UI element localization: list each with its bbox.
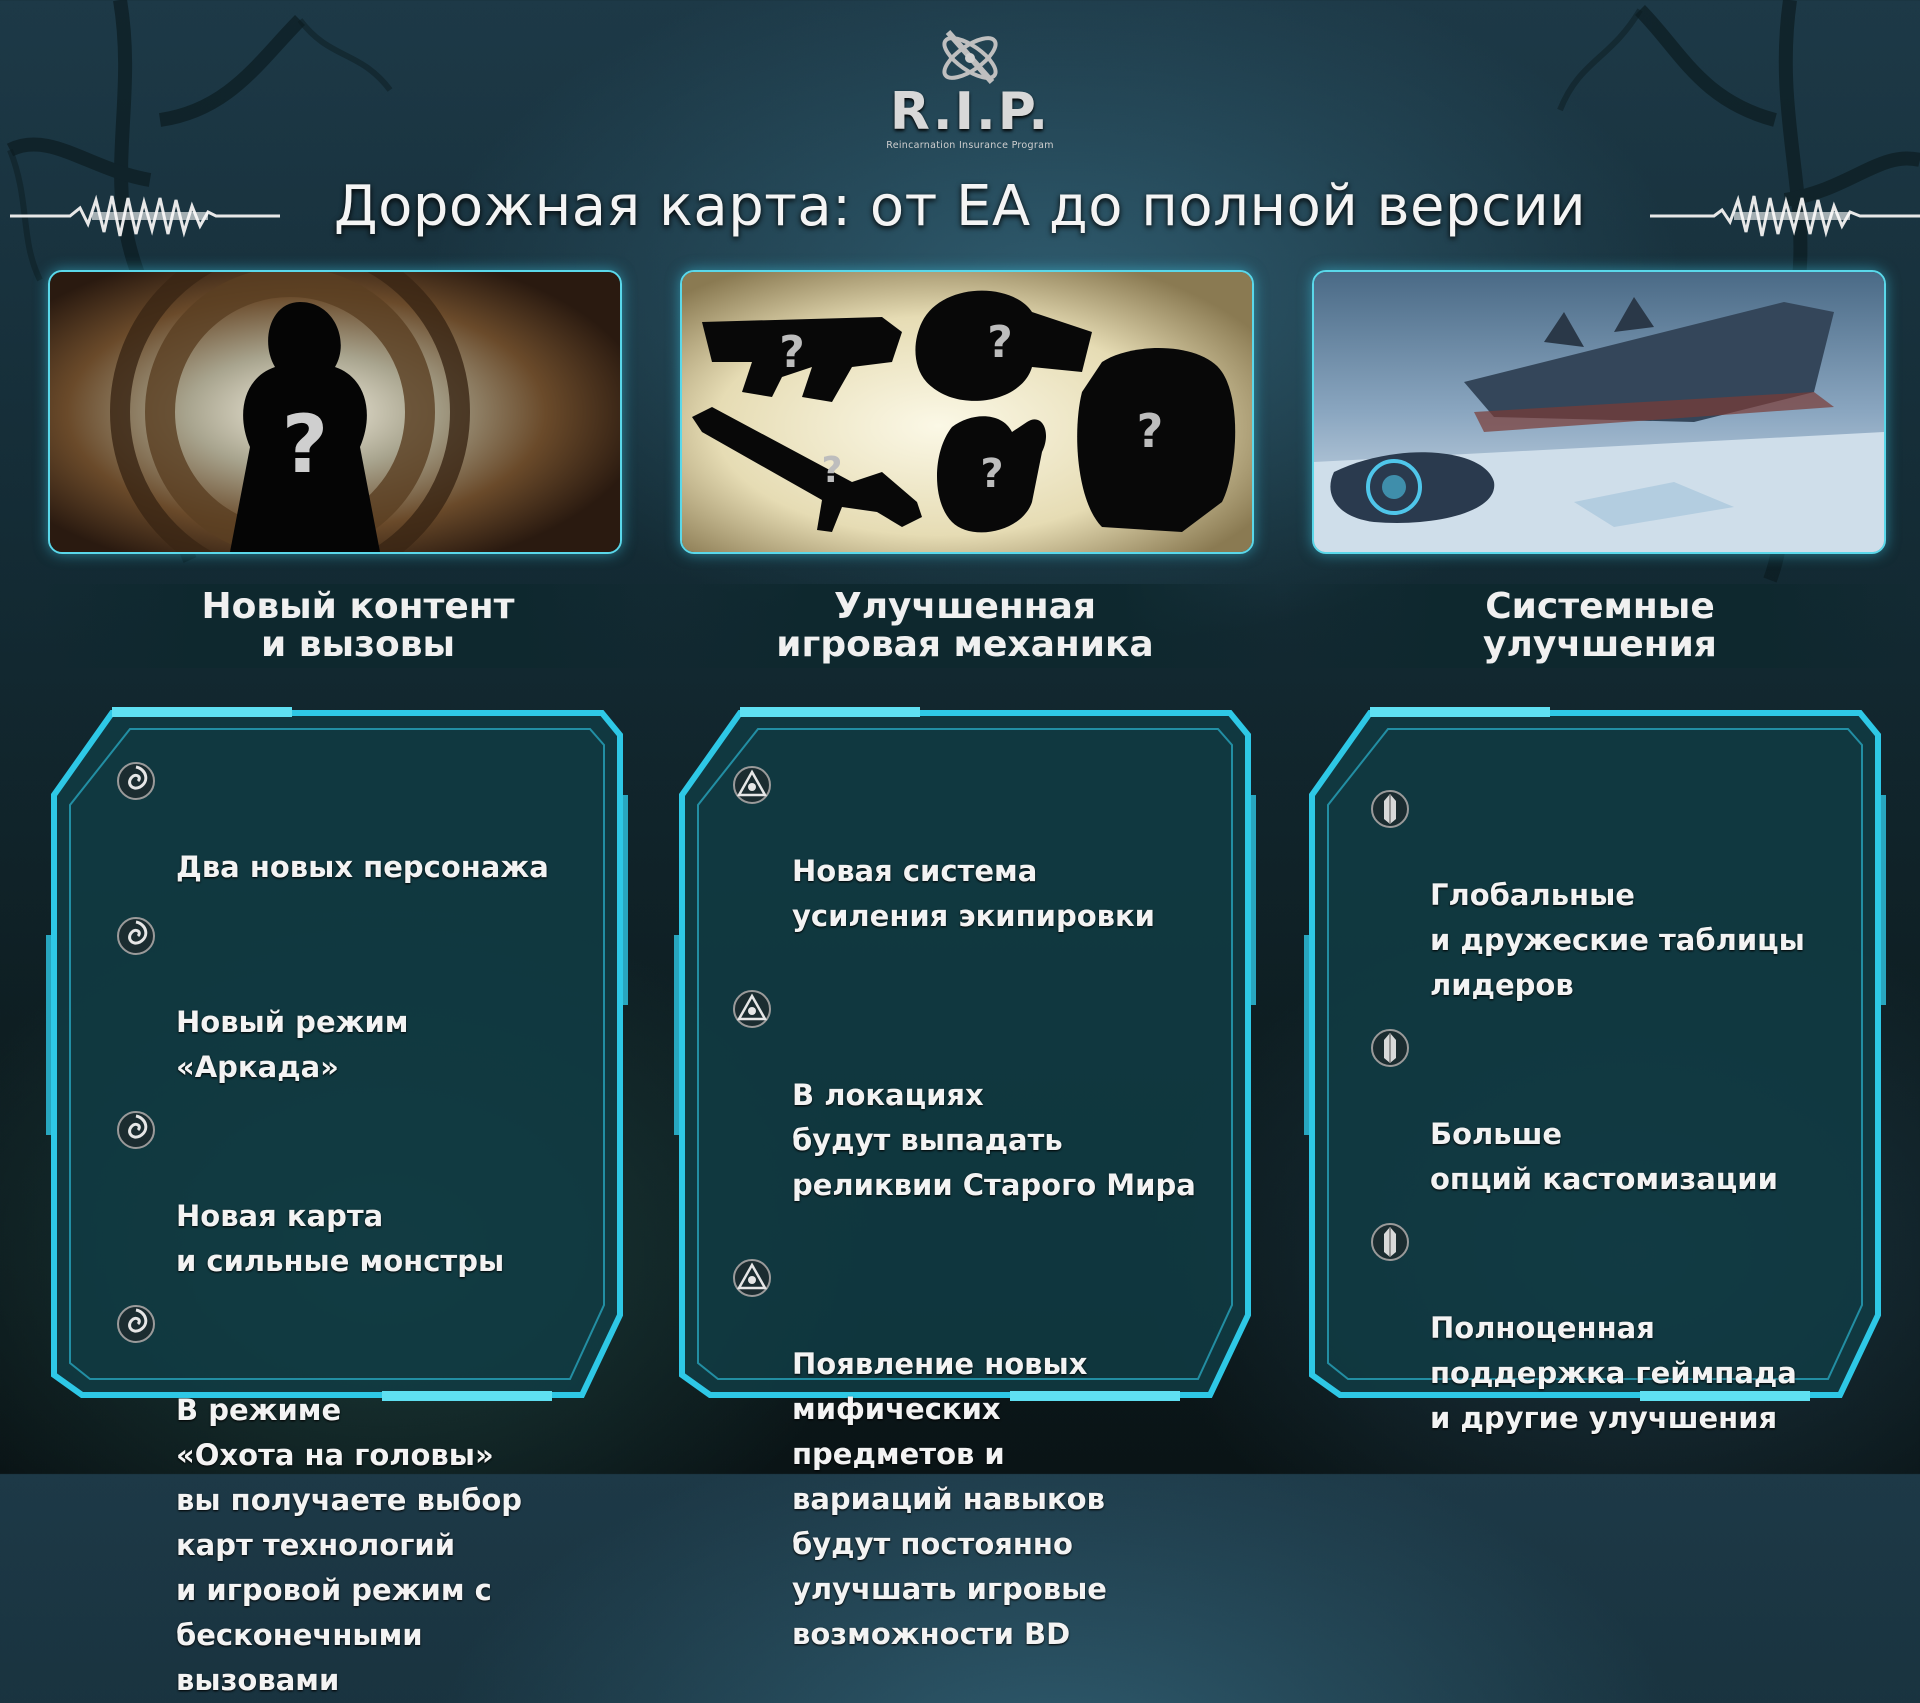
list-item xyxy=(1366,783,1881,1008)
section-title-line1: Улучшенная xyxy=(833,586,1097,627)
triangle-rune-icon xyxy=(732,989,772,1029)
list-item xyxy=(728,1252,1253,1657)
svg-text:?: ? xyxy=(980,451,1004,497)
crystal-icon xyxy=(1370,1222,1410,1262)
feature-list xyxy=(1366,783,1881,1441)
svg-text:?: ? xyxy=(281,398,329,491)
section-title-line1: Системные xyxy=(1485,586,1715,627)
page-heading xyxy=(0,172,1920,252)
list-item xyxy=(112,910,622,1090)
section-title-new-content xyxy=(38,584,678,668)
panel-mechanics xyxy=(670,695,1260,1651)
logo-title: R.I.P. xyxy=(889,82,1051,142)
silhouette-character-portal-image xyxy=(48,270,622,554)
list-item xyxy=(112,1104,622,1284)
list-item-text: Новая система усиления экипировки xyxy=(792,854,1155,933)
spiral-rune-icon xyxy=(116,1110,156,1150)
list-item-text: В режиме «Охота на головы» вы получаете выбор карт технологий и игровой режим с бесконечными вызовами xyxy=(176,1393,523,1697)
list-item xyxy=(1366,1216,1881,1441)
list-item-text: Глобальные и дружеские таблицы лидеров xyxy=(1430,878,1805,1002)
triangle-rune-icon xyxy=(732,765,772,805)
svg-text:?: ? xyxy=(779,327,805,378)
section-title-line1: Новый контент xyxy=(201,586,515,627)
svg-text:?: ? xyxy=(821,450,843,491)
right-waveform-icon xyxy=(1650,186,1920,246)
svg-text:?: ? xyxy=(1136,404,1164,458)
list-item xyxy=(728,759,1253,939)
section-title-line2: и вызовы xyxy=(260,624,456,665)
section-title-mechanics xyxy=(645,584,1285,668)
feature-list xyxy=(728,759,1253,1657)
frozen-ship-image xyxy=(1312,270,1886,554)
list-item-text: Новая карта и сильные монстры xyxy=(176,1199,505,1278)
section-title-line2: игровая механика xyxy=(776,624,1154,665)
svg-text:?: ? xyxy=(987,317,1013,368)
list-item-text: Два новых персонажа xyxy=(176,850,549,884)
triangle-rune-icon xyxy=(732,1258,772,1298)
list-item xyxy=(728,983,1253,1208)
crystal-icon xyxy=(1370,1028,1410,1068)
spiral-rune-icon xyxy=(116,761,156,801)
spiral-rune-icon xyxy=(116,916,156,956)
page-title: Дорожная карта: от EA до полной версии xyxy=(333,174,1587,239)
panel-system xyxy=(1300,695,1890,1435)
list-item xyxy=(112,755,622,890)
panel-new-content xyxy=(42,695,632,1697)
spiral-rune-icon xyxy=(116,1304,156,1344)
list-item-text: В локациях будут выпадать реликвии Старого Мира xyxy=(792,1078,1196,1202)
list-item-text: Полноценная поддержка геймпада и другие улучшения xyxy=(1430,1311,1797,1435)
logo-subtitle: Reincarnation Insurance Program xyxy=(886,140,1054,151)
rip-logo xyxy=(870,22,1070,172)
section-title-line2: улучшения xyxy=(1483,624,1717,665)
list-item-text: Больше опций кастомизации xyxy=(1430,1117,1778,1196)
list-item-text: Новый режим «Аркада» xyxy=(176,1005,409,1084)
list-item xyxy=(1366,1022,1881,1202)
equipment-silhouettes-image xyxy=(680,270,1254,554)
list-item-text: Появление новых мифических предметов и вариаций навыков будут постоянно улучшать игровые возможности BD xyxy=(792,1347,1107,1651)
list-item xyxy=(112,1298,622,1703)
section-title-system xyxy=(1280,584,1920,668)
crystal-icon xyxy=(1370,789,1410,829)
feature-list xyxy=(112,755,622,1703)
